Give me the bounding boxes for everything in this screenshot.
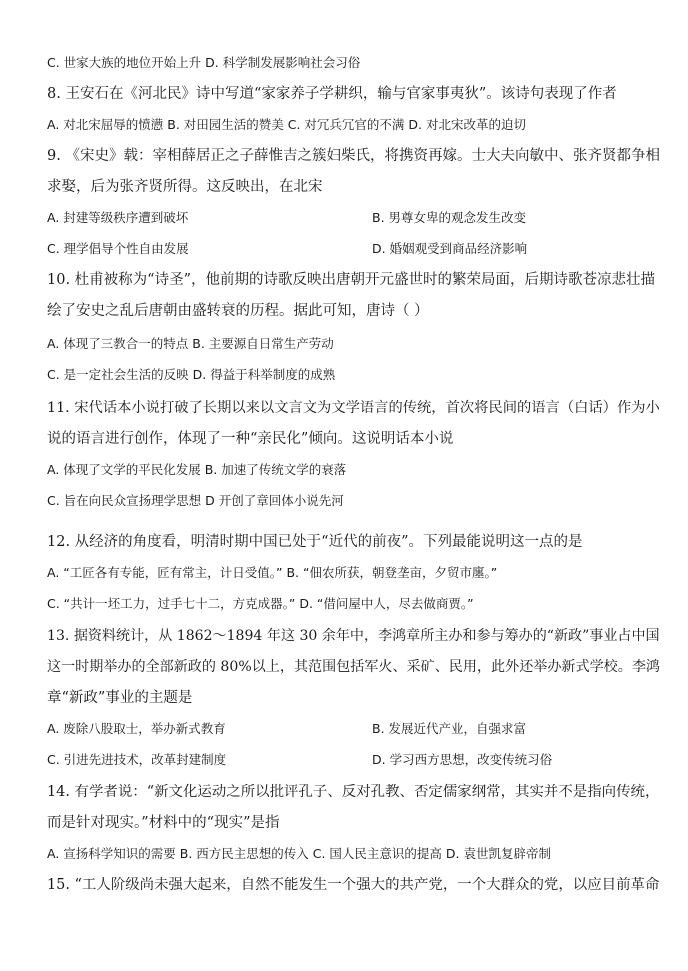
q15-stem-line1: 15. “工人阶级尚未强大起来，自然不能发生一个强大的共产党，一个大群众的党，以应目前革命 <box>47 877 660 893</box>
q9-option-a: A. 封建等级秩序遭到破坏 <box>47 210 189 225</box>
q10-options-cd: C. 是一定社会生活的反映 D. 得益于科举制度的成熟 <box>47 367 336 382</box>
q9-option-b: B. 男尊女卑的观念发生改变 <box>372 210 527 225</box>
q9-option-d: D. 婚姻观受到商品经济影响 <box>372 241 528 256</box>
q13-option-c: C. 引进先进技术，改革封建制度 <box>47 752 227 767</box>
q12-options-ab: A. “工匠各有专能，匠有常主，计日受值。” B. “佃农所获，朝登垄亩，夕贸市廛。” <box>47 565 498 580</box>
q8-stem: 8. 王安石在《河北民》诗中写道“家家养子学耕织，输与官家事夷狄”。该诗句表现了作者 <box>47 86 617 102</box>
q8-options: A. 对北宋屈辱的愤懑 B. 对田园生活的赞美 C. 对冗兵冗官的不满 D. 对北宋改革的迫切 <box>47 117 526 132</box>
q11-options-ab: A. 体现了文学的平民化发展 B. 加速了传统文学的衰落 <box>47 462 347 477</box>
q13-option-a: A. 废除八股取士，举办新式教育 <box>47 721 226 736</box>
q11-stem-line2: 说的语言进行创作，体现了一种“亲民化”倾向。这说明话本小说 <box>47 431 454 447</box>
q14-stem-line1: 14. 有学者说：“新文化运动之所以批评孔子、反对孔教、否定儒家纲常，其实并不是指向传统， <box>47 784 660 800</box>
q7-options-cd: C. 世家大族的地位开始上升 D. 科学制发展影响社会习俗 <box>47 55 361 70</box>
q13-option-d: D. 学习西方思想，改变传统习俗 <box>372 752 553 767</box>
q10-stem-line1: 10. 杜甫被称为“诗圣”，他前期的诗歌反映出唐朝开元盛世时的繁荣局面，后期诗歌苍凉悲壮描 <box>47 272 655 288</box>
q13-stem-line3: 章“新政”事业的主题是 <box>47 690 193 706</box>
q10-options-ab: A. 体现了三教合一的特点 B. 主要源自日常生产劳动 <box>47 336 334 351</box>
q14-options: A. 宣扬科学知识的需要 B. 西方民主思想的传入 C. 国人民主意识的提高 D. 袁世凯复辟帝制 <box>47 846 551 861</box>
q11-options-cd: C. 旨在向民众宣扬理学思想 D 开创了章回体小说先河 <box>47 493 344 508</box>
q13-option-b: B. 发展近代产业，自强求富 <box>372 721 527 736</box>
q13-stem-line2: 这一时期举办的全部新政的 80%以上，其范围包括军火、采矿、民用，此外还举办新式学校。李鸿 <box>47 659 660 675</box>
q12-options-cd: C. “共计一坯工力，过手七十二，方克成器。” D. “借问屋中人，尽去做商贾。” <box>47 596 474 611</box>
q9-stem-line1: 9. 《宋史》载：宰相薛居正之子薛惟吉之簇妇柴氏，将携资再嫁。士大夫向敏中、张齐贤都争相 <box>47 148 660 164</box>
q10-stem-line2: 绘了安史之乱后唐朝由盛转衰的历程。据此可知，唐诗（ ） <box>47 303 429 319</box>
q9-option-c: C. 理学倡导个性自由发展 <box>47 241 189 256</box>
q13-stem-line1: 13. 据资料统计，从 1862～1894 年这 30 余年中，李鸿章所主办和参与筹办的“新政”事业占中国 <box>47 628 660 644</box>
q11-stem-line1: 11. 宋代话本小说打破了长期以来以文言文为文学语言的传统，首次将民间的语言（白话）作为小 <box>47 400 660 416</box>
q9-stem-line2: 求娶，后为张齐贤所得。这反映出，在北宋 <box>47 179 323 195</box>
q14-stem-line2: 而是针对现实。”材料中的“现实”是指 <box>47 815 280 831</box>
q12-stem: 12. 从经济的角度看，明清时期中国已处于“近代的前夜”。下列最能说明这一点的是 <box>47 534 583 550</box>
